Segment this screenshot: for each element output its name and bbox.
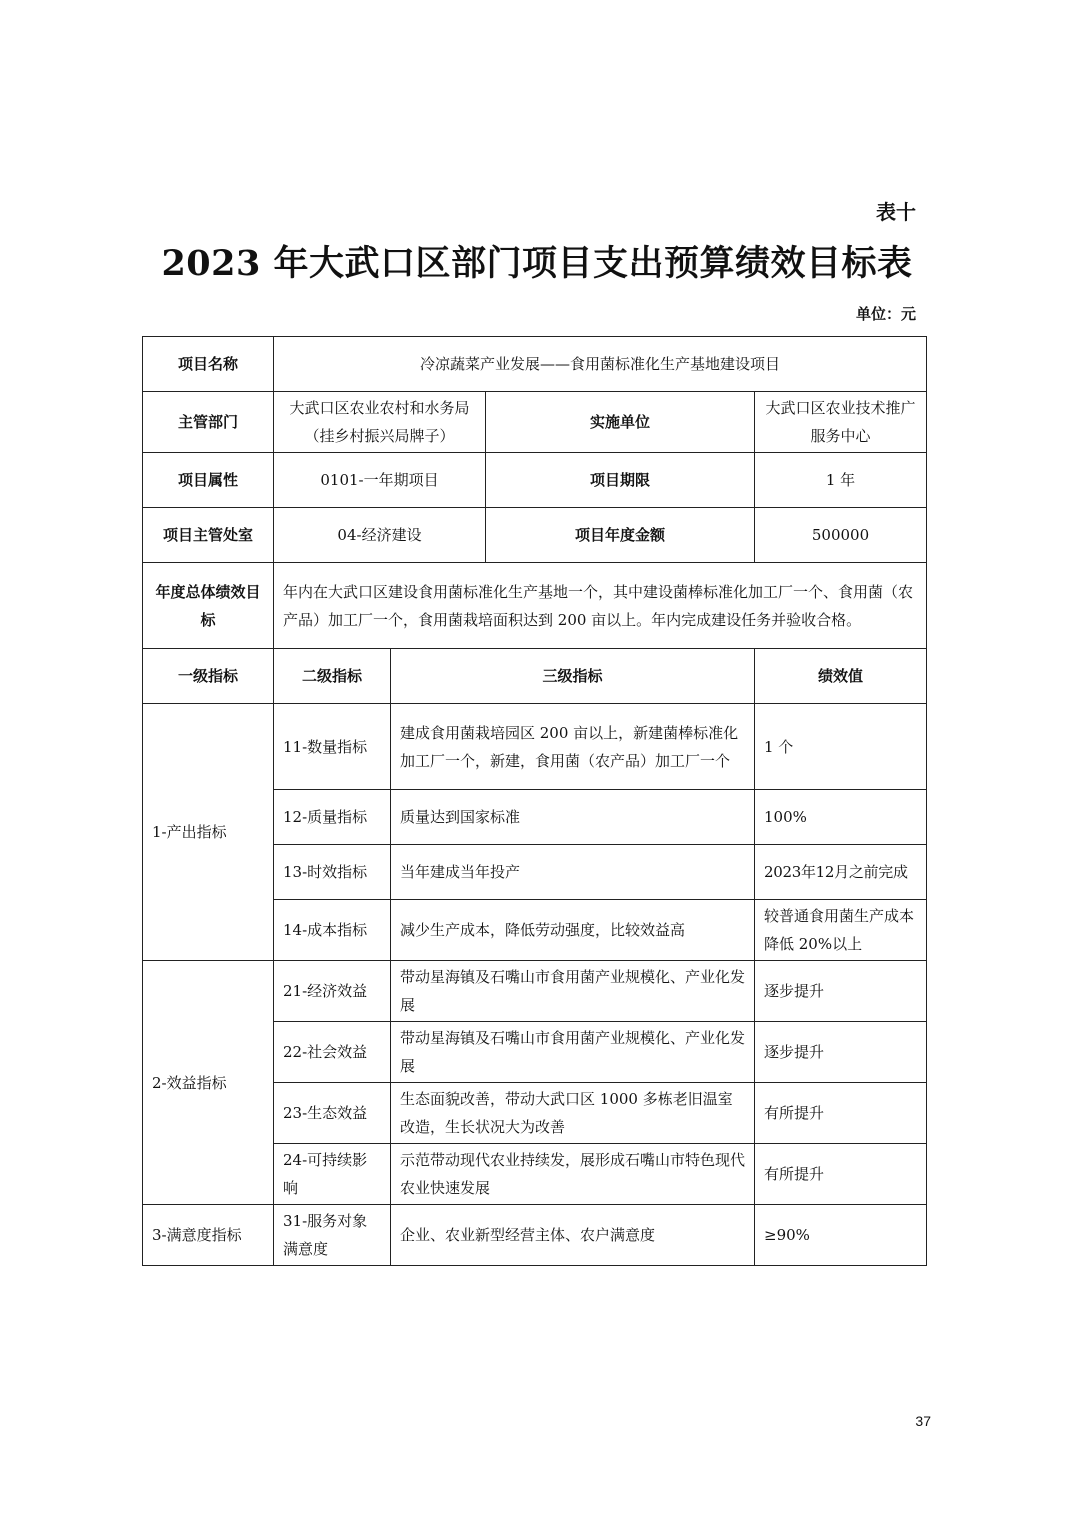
value-cell: 1 个 [755, 704, 927, 790]
level2-cell: 22-社会效益 [274, 1022, 391, 1083]
project-attribute-value: 0101-一年期项目 [274, 453, 486, 508]
value-header: 绩效值 [755, 649, 927, 704]
level2-cell: 31-服务对象满意度 [274, 1205, 391, 1266]
level2-cell: 14-成本指标 [274, 900, 391, 961]
office-row [143, 508, 927, 563]
level2-cell: 23-生态效益 [274, 1083, 391, 1144]
level1-cell: 3-满意度指标 [143, 1205, 274, 1266]
value-cell: 100% [755, 790, 927, 845]
page-title: 2023 年大武口区部门项目支出预算绩效目标表 [161, 243, 913, 284]
annual-goal-row [143, 563, 927, 649]
level2-cell: 24-可持续影响 [274, 1144, 391, 1205]
project-name-value: 冷凉蔬菜产业发展——食用菌标准化生产基地建设项目 [274, 337, 927, 392]
level2-cell: 11-数量指标 [274, 704, 391, 790]
value-cell: 有所提升 [755, 1144, 927, 1205]
performance-target-table [142, 336, 927, 1266]
level3-cell: 带动星海镇及石嘴山市食用菌产业规模化、产业化发展 [391, 1022, 755, 1083]
page-number: 37 [915, 1413, 931, 1429]
table-row [143, 961, 927, 1022]
value-cell: 逐步提升 [755, 1022, 927, 1083]
project-period-value: 1 年 [755, 453, 927, 508]
project-period-label: 项目期限 [486, 453, 755, 508]
annual-goal-label: 年度总体绩效目标 [143, 563, 274, 649]
annual-amount-label: 项目年度金额 [486, 508, 755, 563]
indicator-header-row [143, 649, 927, 704]
level3-cell: 带动星海镇及石嘴山市食用菌产业规模化、产业化发展 [391, 961, 755, 1022]
project-name-label: 项目名称 [143, 337, 274, 392]
level3-cell: 企业、农业新型经营主体、农户满意度 [391, 1205, 755, 1266]
attribute-row [143, 453, 927, 508]
annual-amount-value: 500000 [755, 508, 927, 563]
managing-office-label: 项目主管处室 [143, 508, 274, 563]
value-cell: ≥90% [755, 1205, 927, 1266]
level2-cell: 12-质量指标 [274, 790, 391, 845]
department-label: 主管部门 [143, 392, 274, 453]
project-name-row [143, 337, 927, 392]
level1-cell: 2-效益指标 [143, 961, 274, 1205]
level1-header: 一级指标 [143, 649, 274, 704]
value-cell: 逐步提升 [755, 961, 927, 1022]
level3-cell: 质量达到国家标准 [391, 790, 755, 845]
level2-cell: 13-时效指标 [274, 845, 391, 900]
project-attribute-label: 项目属性 [143, 453, 274, 508]
value-cell: 2023年12月之前完成 [755, 845, 927, 900]
value-cell: 较普通食用菌生产成本降低 20%以上 [755, 900, 927, 961]
level3-cell: 生态面貌改善，带动大武口区 1000 多栋老旧温室改造，生长状况大为改善 [391, 1083, 755, 1144]
level1-cell: 1-产出指标 [143, 704, 274, 961]
value-cell: 有所提升 [755, 1083, 927, 1144]
level3-header: 三级指标 [391, 649, 755, 704]
level3-cell: 减少生产成本，降低劳动强度，比较效益高 [391, 900, 755, 961]
level2-cell: 21-经济效益 [274, 961, 391, 1022]
level3-cell: 示范带动现代农业持续发，展形成石嘴山市特色现代农业快速发展 [391, 1144, 755, 1205]
managing-office-value: 04-经济建设 [274, 508, 486, 563]
level2-header: 二级指标 [274, 649, 391, 704]
table-row [143, 1205, 927, 1266]
unit-label: 单位：元 [855, 305, 916, 323]
annual-goal-text: 年内在大武口区建设食用菌标准化生产基地一个，其中建设菌棒标准化加工厂一个、食用菌（农产品）加工厂一个，食用菌栽培面积达到 200 亩以上。年内完成建设任务并验收合格。 [274, 563, 927, 649]
department-value: 大武口区农业农村和水务局（挂乡村振兴局牌子） [274, 392, 486, 453]
level3-cell: 当年建成当年投产 [391, 845, 755, 900]
department-row [143, 392, 927, 453]
implementing-unit-label: 实施单位 [486, 392, 755, 453]
table-number-label: 表十 [876, 200, 916, 224]
table-row [143, 704, 927, 790]
implementing-unit-value: 大武口区农业技术推广服务中心 [755, 392, 927, 453]
level3-cell: 建成食用菌栽培园区 200 亩以上，新建菌棒标准化加工厂一个，新建，食用菌（农产品）加工厂一个 [391, 704, 755, 790]
